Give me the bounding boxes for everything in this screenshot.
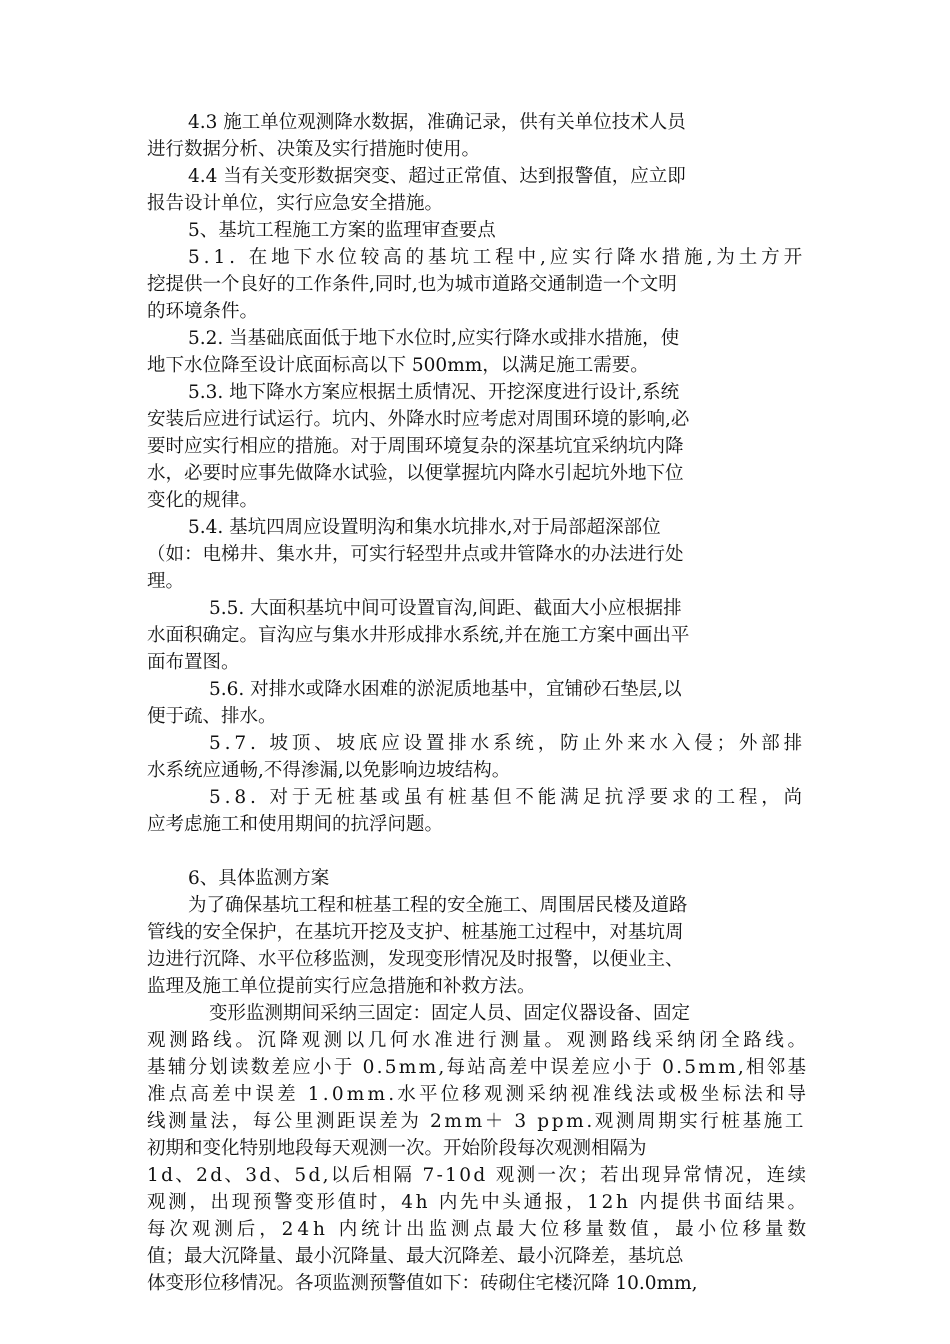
text-line: 5.3. 地下降水方案应根据土质情况、开挖深度进行设计,系统 [188,382,680,403]
text-line: 管线的安全保护，在基坑开挖及支护、桩基施工过程中，对基坑周 [147,922,684,943]
text-line: 基辅分划读数差应小于 0.5mm,每站高差中误差应小于 0.5mm,相邻基 [147,1057,809,1078]
text-line: 要时应实行相应的措施。对于周围环境复杂的深基坑宜采纳坑内降 [147,436,684,457]
text-line: 6、具体监测方案 [188,868,330,889]
text-line: 水，必要时应事先做降水试验，以便掌握坑内降水引起坑外地下位 [147,463,684,484]
text-line: 5.1. 在地下水位较高的基坑工程中,应实行降水措施,为土方开 [188,247,806,268]
text-line: 5.4. 基坑四周应设置明沟和集水坑排水,对于局部超深部位 [188,517,661,538]
text-line: 安装后应进行试运行。坑内、外降水时应考虑对周围环境的影响,必 [147,409,690,430]
text-line: 观测路线。沉降观测以几何水准进行测量。观测路线采纳闭全路线。 [147,1030,810,1051]
text-line: 5.5. 大面积基坑中间可设置盲沟,间距、截面大小应根据排 [209,598,682,619]
text-line: 变形监测期间采纳三固定：固定人员、固定仪器设备、固定 [209,1003,691,1024]
text-line: 值；最大沉降量、最小沉降量、最大沉降差、最小沉降差，基坑总 [147,1246,684,1267]
text-line: 地下水位降至设计底面标高以下 500mm，以满足施工需要。 [147,355,649,376]
text-line: 水系统应通畅,不得渗漏,以免影响边坡结构。 [147,760,511,781]
text-line: 挖提供一个良好的工作条件,同时,也为城市道路交通制造一个文明 [147,274,677,295]
text-line: 应考虑施工和使用期间的抗浮问题。 [147,814,444,835]
text-line: 水面积确定。盲沟应与集水井形成排水系统,并在施工方案中画出平 [147,625,690,646]
text-line: 边进行沉降、水平位移监测，发现变形情况及时报警，以便业主、 [147,949,684,970]
text-line: 4.4 当有关变形数据突变、超过正常值、达到报警值，应立即 [188,166,686,187]
text-line: 线测量法，每公里测距误差为 2mm＋ 3 ppm.观测周期实行桩基施工 [147,1111,806,1132]
text-line: 4.3 施工单位观测降水数据，准确记录，供有关单位技术人员 [188,112,686,133]
text-line: 5.8. 对于无桩基或虽有桩基但不能满足抗浮要求的工程，尚 [209,787,806,808]
text-line: 的环境条件。 [147,301,259,322]
text-line: 1d、2d、3d、5d,以后相隔 7-10d 观测一次；若出现异常情况，连续 [147,1165,809,1186]
text-line: 准点高差中误差 1.0mm.水平位移观测采纳视准线法或极坐标法和导 [147,1084,810,1105]
text-line: （如：电梯井、集水井，可实行轻型井点或井管降水的办法进行处 [147,544,684,565]
text-line: 初期和变化特别地段每天观测一次。开始阶段每次观测相隔为 [147,1138,647,1159]
text-line: 为了确保基坑工程和桩基工程的安全施工、周围居民楼及道路 [188,895,688,916]
text-line: 体变形位移情况。各项监测预警值如下：砖砌住宅楼沉降 10.0mm, [147,1273,698,1294]
text-line: 面布置图。 [147,652,240,673]
text-line: 进行数据分析、决策及实行措施时使用。 [147,139,481,160]
text-line: 理。 [147,571,185,592]
text-line: 5.2. 当基础底面低于地下水位时,应实行降水或排水措施，使 [188,328,680,349]
text-line: 5、基坑工程施工方案的监理审查要点 [188,220,496,241]
text-line: 变化的规律。 [147,490,259,511]
text-line: 报告设计单位，实行应急安全措施。 [147,193,444,214]
text-line: 观测，出现预警变形值时，4h 内先中头通报，12h 内提供书面结果。 [147,1192,809,1213]
text-line: 便于疏、排水。 [147,706,277,727]
text-line: 5.6. 对排水或降水困难的淤泥质地基中，宜铺砂石垫层,以 [209,679,682,700]
text-line: 5.7. 坡顶、坡底应设置排水系统，防止外来水入侵；外部排 [209,733,806,754]
text-line: 每次观测后，24h 内统计出监测点最大位移量数值，最小位移量数 [147,1219,810,1240]
text-line: 监理及施工单位提前实行应急措施和补救方法。 [147,976,536,997]
